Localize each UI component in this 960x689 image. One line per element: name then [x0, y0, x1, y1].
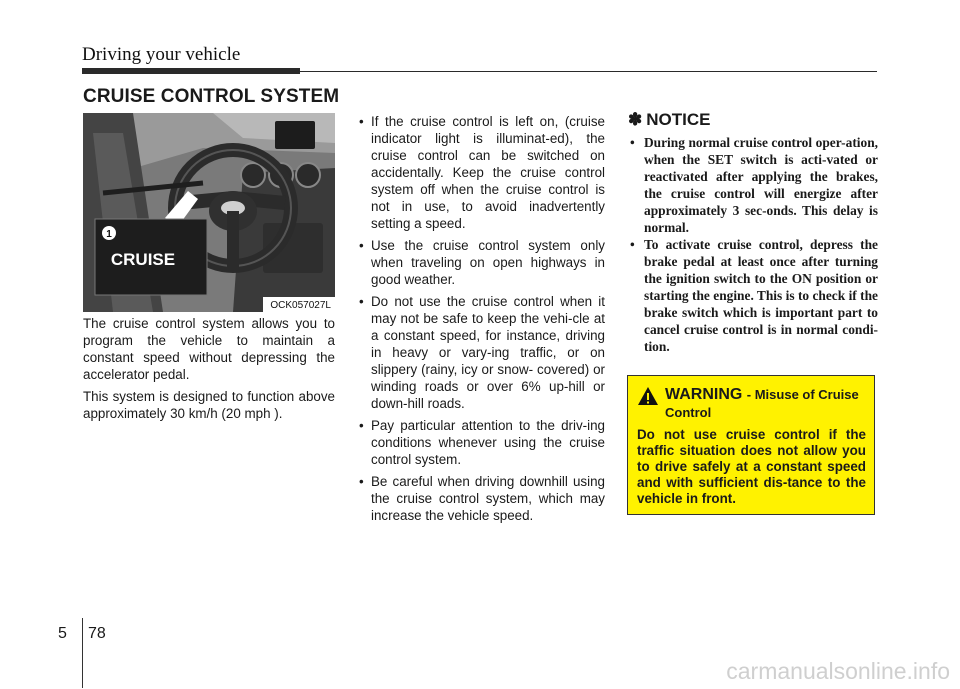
header-rule-thin [300, 71, 877, 72]
chapter-title: Driving your vehicle [82, 44, 241, 65]
notice-title: NOTICE [646, 110, 711, 129]
list-item: • Do not use the cruise control when it may not be safe to keep the vehi-cle at a constant speed, for instance, driving in heavy or vary-ing traffic, or on slippery (rainy, icy or snow- covered) or winding roads or over 6% up-hill or down-hill roads. [355, 293, 605, 412]
notice-asterisk-icon: ✽ [628, 110, 643, 129]
list-item: • During normal cruise control oper-ation, when the SET switch is acti-vated or reactivated after applying the brakes, the cruise control will energize after approximately 3 sec-onds. This delay is normal. [628, 134, 878, 236]
list-item: • Use the cruise control system only when traveling on open highways in good weather. [355, 237, 605, 288]
list-item: • To activate cruise control, depress the brake pedal at least once after turning the ignition switch to the ON position or starting the engine. This is to check if the brake switch which is important part to cancel cruise control is in normal condi-tion. [628, 236, 878, 355]
list-item: • If the cruise control is left on, (cruise indicator light is illuminat-ed), the cruise control can be switched on accidentally. Keep the cruise control system off when the cruise control is not in use, to avoid inadvertently setting a speed. [355, 113, 605, 232]
cruise-indicator-label: CRUISE [110, 250, 176, 269]
section-number: 5 [58, 625, 67, 642]
page-number: 78 [88, 625, 106, 642]
intro-paragraph: This system is designed to function above approximately 30 km/h (20 mph ). [83, 389, 335, 421]
warning-body: Do not use cruise control if the traffic situation does not allow you to drive safely at a constant speed and with sufficient dis-tance to the vehicle in front. [637, 427, 866, 506]
notice-box [628, 134, 878, 355]
warning-title: WARNING [665, 386, 743, 403]
header-rule-thick [82, 68, 300, 74]
intro-paragraph: The cruise control system allows you to program the vehicle to maintain a constant speed without depressing the accelerator pedal. [83, 316, 335, 382]
figure-code: OCK057027L [270, 300, 331, 311]
intro-text [83, 315, 335, 427]
bullet-list [355, 113, 605, 529]
callout-number: 1 [106, 229, 112, 240]
dashboard-photo [83, 113, 335, 312]
list-item: • Be careful when driving downhill using the cruise control system, which may increase the vehicle speed. [355, 473, 605, 524]
warning-heading [637, 386, 866, 422]
watermark: carmanualsonline.info [726, 658, 950, 684]
footer-divider [82, 618, 83, 688]
warning-box [627, 375, 875, 515]
notice-heading [628, 110, 710, 130]
list-item: • Pay particular attention to the driv-ing conditions whenever using the cruise control system. [355, 417, 605, 468]
warning-subtitle: - Misuse of Cruise Control [665, 387, 859, 420]
section-title: CRUISE CONTROL SYSTEM [83, 86, 340, 107]
warning-triangle-icon [637, 386, 659, 406]
